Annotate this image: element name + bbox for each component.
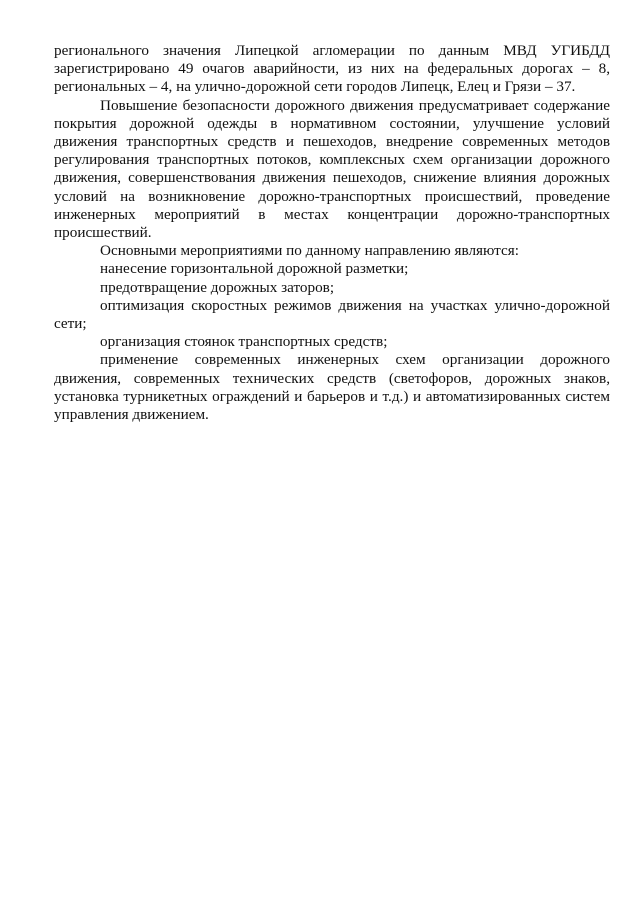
document-body: [54, 42, 610, 424]
list-item-engineering-schemes: применение современных инженерных схем организации дорожного движения, современных технических средств (светофоров, дорожных знаков, установка турникетных ограждений и барьеров и т.д.) и автоматизированных систем управления движением.: [54, 351, 610, 424]
paragraph-continuation: регионального значения Липецкой агломерации по данным МВД УГИБДД зарегистрировано 49 очагов аварийности, из них на федеральных дорогах – 8, региональных – 4, на улично-дорожной сети городов Липецк, Елец и Грязи – 37.: [54, 42, 610, 96]
list-item-road-marking: нанесение горизонтальной дорожной разметки;: [100, 260, 409, 278]
list-item-parking: организация стоянок транспортных средств;: [100, 333, 388, 351]
list-item-traffic-jams: предотвращение дорожных заторов;: [100, 278, 335, 296]
list-item-speed-modes: оптимизация скоростных режимов движения на участках улично-дорожной сети;: [54, 296, 610, 333]
paragraph-measures-intro: Основными мероприятиями по данному направлению являются:: [100, 242, 519, 260]
paragraph-road-safety: Повышение безопасности дорожного движения предусматривает содержание покрытия дорожной одежды в нормативном состоянии, улучшение условий движения транспортных средств и пешеходов, внедрение современных методов регулирования транспортных потоков, комплексных схем организации дорожного движения, совершенствования движения пешеходов, снижение влияния дорожных условий на возникновение дорожно-транспортных происшествий, проведение инженерных мероприятий в местах концентрации дорожно-транспортных происшествий.: [54, 96, 610, 242]
